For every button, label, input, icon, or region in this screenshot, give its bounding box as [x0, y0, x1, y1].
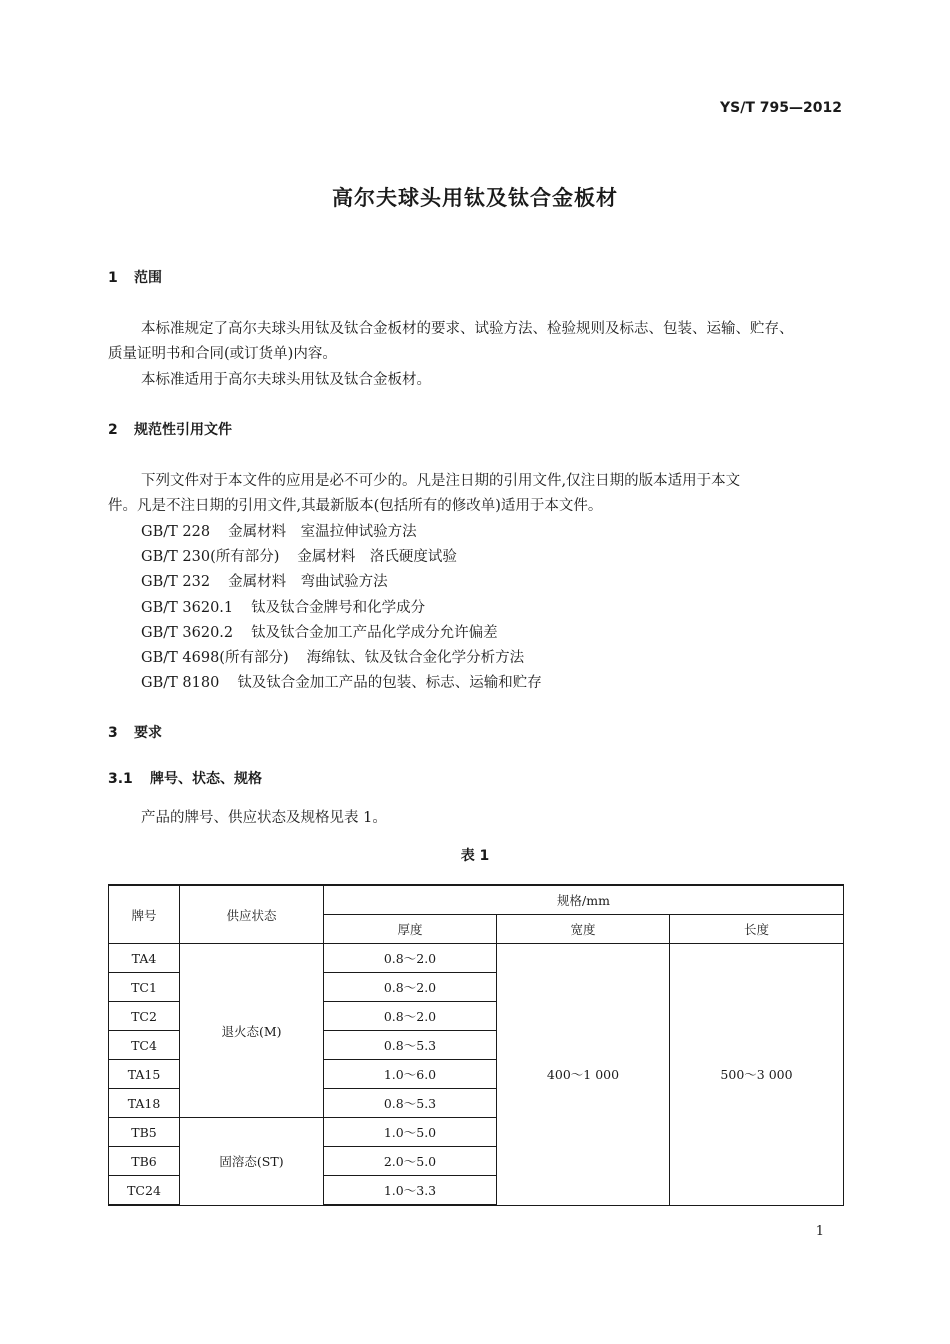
thickness-cell: 0.8～2.0 [324, 944, 497, 973]
reference-title: 钛及钛合金牌号和化学成分 [251, 600, 426, 616]
reference-item [141, 570, 388, 591]
section-number: 1 [108, 270, 118, 286]
section-2-heading [108, 419, 232, 439]
reference-code: GB/T 230(所有部分) [141, 549, 280, 565]
spec-table [108, 884, 844, 1206]
section-3-heading [108, 722, 162, 742]
paragraph: 本标准规定了高尔夫球头用钛及钛合金板材的要求、试验方法、检验规则及标志、包装、运输、贮存、 [141, 321, 794, 337]
thickness-cell: 0.8～5.3 [324, 1031, 497, 1060]
grade-cell: TC2 [109, 1002, 180, 1031]
reference-code: GB/T 4698(所有部分) [141, 650, 289, 666]
section-number: 3 [108, 725, 118, 741]
section-title: 要求 [134, 725, 162, 741]
section-1-heading [108, 267, 162, 287]
thickness-cell: 1.0～3.3 [324, 1176, 497, 1206]
grade-cell: TA18 [109, 1089, 180, 1118]
reference-title: 金属材料 弯曲试验方法 [228, 574, 388, 590]
paragraph: 质量证明书和合同(或订货单)内容。 [108, 346, 337, 362]
paragraph: 本标准适用于高尔夫球头用钛及钛合金板材。 [141, 372, 431, 388]
section-number: 2 [108, 422, 118, 438]
header-state: 供应状态 [180, 885, 324, 944]
reference-code: GB/T 228 [141, 524, 211, 540]
reference-code: GB/T 232 [141, 574, 211, 590]
subsection-number: 3.1 [108, 771, 133, 787]
document-title: 高尔夫球头用钛及钛合金板材 [332, 186, 618, 210]
thickness-cell: 1.0～6.0 [324, 1060, 497, 1089]
standard-number: YS/T 795—2012 [720, 100, 842, 116]
paragraph: 件。凡是不注日期的引用文件,其最新版本(包括所有的修改单)适用于本文件。 [108, 498, 603, 514]
table-row [109, 944, 844, 973]
reference-title: 金属材料 洛氏硬度试验 [297, 549, 457, 565]
reference-item [141, 671, 542, 692]
reference-title: 钛及钛合金加工产品化学成分允许偏差 [251, 625, 498, 641]
grade-cell: TB6 [109, 1147, 180, 1176]
thickness-cell: 1.0～5.0 [324, 1118, 497, 1147]
thickness-cell: 0.8～5.3 [324, 1089, 497, 1118]
subsection-3-1-heading [108, 768, 262, 788]
grade-cell: TC1 [109, 973, 180, 1002]
reference-item [141, 621, 498, 642]
reference-title: 金属材料 室温拉伸试验方法 [228, 524, 417, 540]
section-title: 范围 [134, 270, 162, 286]
thickness-cell: 0.8～2.0 [324, 973, 497, 1002]
state-cell: 退火态(M) [180, 944, 324, 1118]
reference-code: GB/T 3620.2 [141, 625, 234, 641]
reference-item [141, 646, 524, 667]
width-cell: 400～1 000 [497, 944, 670, 1206]
page-number: 1 [815, 1224, 824, 1239]
grade-cell: TC24 [109, 1176, 180, 1206]
header-grade: 牌号 [109, 885, 180, 944]
grade-cell: TC4 [109, 1031, 180, 1060]
reference-title: 钛及钛合金加工产品的包装、标志、运输和贮存 [237, 675, 542, 691]
header-length: 长度 [670, 915, 844, 944]
grade-cell: TB5 [109, 1118, 180, 1147]
reference-item [141, 545, 457, 566]
reference-code: GB/T 3620.1 [141, 600, 234, 616]
table-caption: 表 1 [460, 848, 490, 864]
thickness-cell: 2.0～5.0 [324, 1147, 497, 1176]
section-title: 规范性引用文件 [134, 422, 232, 438]
header-spec: 规格/mm [324, 885, 844, 915]
reference-title: 海绵钛、钛及钛合金化学分析方法 [306, 650, 525, 666]
state-cell: 固溶态(ST) [180, 1118, 324, 1206]
length-cell: 500～3 000 [670, 944, 844, 1206]
header-thickness: 厚度 [324, 915, 497, 944]
paragraph: 产品的牌号、供应状态及规格见表 1。 [141, 810, 387, 826]
reference-code: GB/T 8180 [141, 675, 220, 691]
subsection-title: 牌号、状态、规格 [150, 771, 262, 787]
paragraph: 下列文件对于本文件的应用是必不可少的。凡是注日期的引用文件,仅注日期的版本适用于本文 [141, 473, 741, 489]
grade-cell: TA15 [109, 1060, 180, 1089]
thickness-cell: 0.8～2.0 [324, 1002, 497, 1031]
header-width: 宽度 [497, 915, 670, 944]
reference-item [141, 596, 425, 617]
grade-cell: TA4 [109, 944, 180, 973]
reference-item [141, 520, 417, 541]
